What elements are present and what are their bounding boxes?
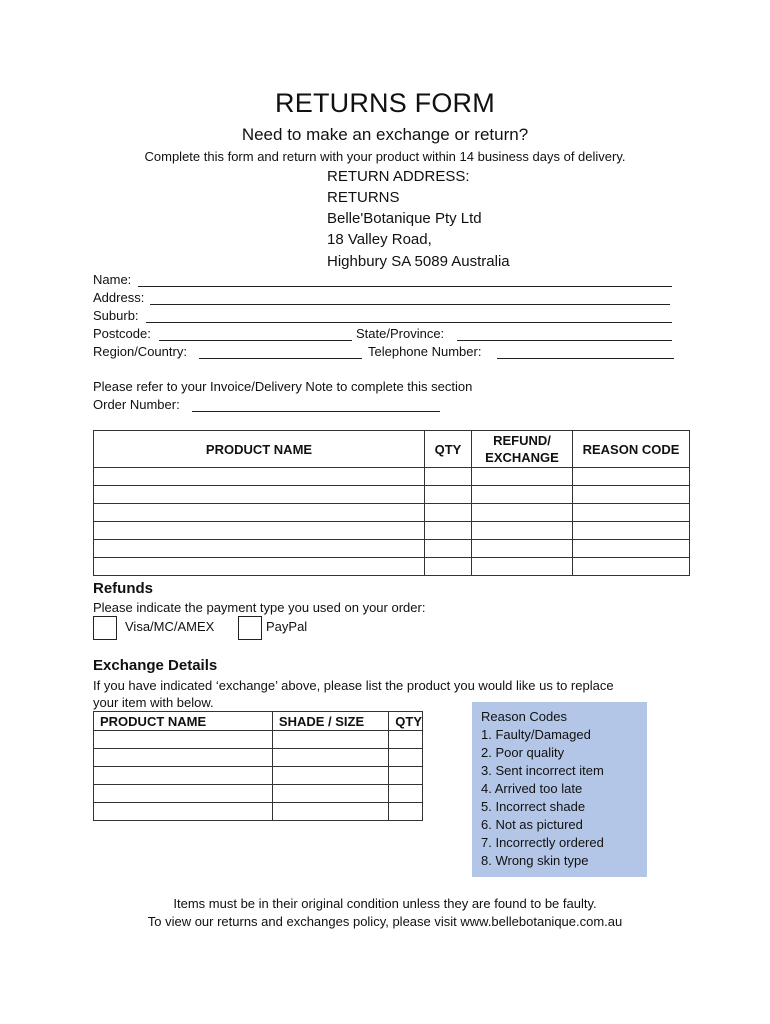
paypal-option-label: PayPal (266, 619, 308, 634)
reason-code-item: 6. Not as pictured (481, 817, 583, 832)
return-address-line: 18 Valley Road, (327, 231, 432, 248)
refund-cell[interactable] (472, 468, 573, 486)
qty-cell[interactable] (425, 486, 472, 504)
footer-policy-link[interactable]: To view our returns and exchanges policy, please visit www.bellebotanique.com.au (147, 914, 623, 929)
col-shade-size: SHADE / SIZE (272, 712, 388, 731)
product-cell[interactable] (94, 468, 425, 486)
reason-code-item: 2. Poor quality (481, 745, 565, 760)
product-cell[interactable] (94, 504, 425, 522)
postcode-field[interactable] (159, 340, 352, 341)
qty-cell[interactable] (425, 558, 472, 576)
region-field[interactable] (199, 358, 362, 359)
col-product-name: PRODUCT NAME (94, 712, 273, 731)
refunds-heading: Refunds (93, 580, 153, 597)
col-qty: QTY (389, 712, 423, 731)
col-exchange-label: EXCHANGE (485, 450, 559, 465)
table-row (94, 486, 690, 504)
refund-cell[interactable] (472, 558, 573, 576)
shade-cell[interactable] (272, 803, 388, 821)
reason-cell[interactable] (573, 486, 690, 504)
refund-cell[interactable] (472, 504, 573, 522)
table-row (94, 558, 690, 576)
qty-cell[interactable] (425, 468, 472, 486)
table-row (94, 540, 690, 558)
reason-code-item: 1. Faulty/Damaged (481, 727, 591, 742)
col-reason-code: REASON CODE (573, 431, 690, 468)
reason-code-item: 4. Arrived too late (481, 781, 583, 796)
product-cell[interactable] (94, 803, 273, 821)
postcode-label: Postcode: (93, 326, 151, 341)
intro-text: Complete this form and return with your product within 14 business days of delivery. (144, 149, 626, 164)
table-header-row (94, 431, 690, 468)
product-cell[interactable] (94, 540, 425, 558)
visa-checkbox[interactable] (93, 616, 117, 640)
product-cell[interactable] (94, 558, 425, 576)
region-label: Region/Country: (93, 344, 187, 359)
table-row (94, 522, 690, 540)
paypal-checkbox[interactable] (238, 616, 262, 640)
reason-code-item: 8. Wrong skin type (481, 853, 589, 868)
visa-option-label: Visa/MC/AMEX (125, 619, 215, 634)
product-cell[interactable] (94, 486, 425, 504)
product-cell[interactable] (94, 731, 273, 749)
reason-cell[interactable] (573, 468, 690, 486)
shade-cell[interactable] (272, 767, 388, 785)
refund-cell[interactable] (472, 522, 573, 540)
col-product-name: PRODUCT NAME (94, 431, 425, 468)
page-subtitle: Need to make an exchange or return? (241, 125, 529, 144)
col-refund-exchange (472, 431, 573, 468)
return-address-line: RETURNS (327, 189, 400, 206)
order-instruction: Please refer to your Invoice/Delivery Note to complete this section (93, 379, 473, 394)
order-number-label: Order Number: (93, 397, 180, 412)
shade-cell[interactable] (272, 785, 388, 803)
table-row (94, 504, 690, 522)
table-header-row (94, 712, 423, 731)
qty-cell[interactable] (389, 767, 423, 785)
qty-cell[interactable] (389, 749, 423, 767)
return-address-heading: RETURN ADDRESS: (327, 168, 470, 185)
product-cell[interactable] (94, 522, 425, 540)
table-row (94, 468, 690, 486)
reason-cell[interactable] (573, 540, 690, 558)
qty-cell[interactable] (389, 731, 423, 749)
shade-cell[interactable] (272, 731, 388, 749)
suburb-label: Suburb: (93, 308, 139, 323)
reason-codes-heading: Reason Codes (481, 709, 567, 724)
returns-table (93, 430, 690, 576)
table-row (94, 749, 423, 767)
refunds-instruction: Please indicate the payment type you used on your order: (93, 600, 426, 615)
qty-cell[interactable] (425, 540, 472, 558)
shade-cell[interactable] (272, 749, 388, 767)
telephone-label: Telephone Number: (368, 344, 482, 359)
qty-cell[interactable] (389, 803, 423, 821)
address-label: Address: (93, 290, 145, 305)
state-label: State/Province: (356, 326, 445, 341)
return-address-line: Belle'Botanique Pty Ltd (327, 210, 482, 227)
state-field[interactable] (457, 340, 672, 341)
page-title: RETURNS FORM (275, 88, 495, 118)
reason-code-item: 7. Incorrectly ordered (481, 835, 604, 850)
exchange-heading: Exchange Details (93, 657, 218, 674)
table-row (94, 731, 423, 749)
product-cell[interactable] (94, 785, 273, 803)
exchange-instruction-2: your item with below. (93, 695, 214, 710)
col-qty: QTY (425, 431, 472, 468)
reason-cell[interactable] (573, 504, 690, 522)
exchange-instruction-1: If you have indicated ‘exchange’ above, please list the product you would like us to replace (93, 678, 614, 693)
reason-codes-box (472, 702, 647, 877)
table-row (94, 803, 423, 821)
col-refund-label: REFUND/ (493, 433, 551, 448)
table-row (94, 767, 423, 785)
reason-code-item: 3. Sent incorrect item (481, 763, 604, 778)
refund-cell[interactable] (472, 486, 573, 504)
suburb-field[interactable] (146, 322, 672, 323)
refund-cell[interactable] (472, 540, 573, 558)
table-row (94, 785, 423, 803)
qty-cell[interactable] (389, 785, 423, 803)
reason-cell[interactable] (573, 522, 690, 540)
reason-cell[interactable] (573, 558, 690, 576)
name-field[interactable] (138, 286, 672, 287)
qty-cell[interactable] (425, 504, 472, 522)
telephone-field[interactable] (497, 358, 674, 359)
qty-cell[interactable] (425, 522, 472, 540)
return-address-line: Highbury SA 5089 Australia (327, 253, 510, 270)
product-cell[interactable] (94, 767, 273, 785)
name-label: Name: (93, 272, 132, 287)
product-cell[interactable] (94, 749, 273, 767)
address-field[interactable] (150, 304, 670, 305)
order-number-field[interactable] (192, 411, 440, 412)
footer-condition-note: Items must be in their original condition unless they are found to be faulty. (173, 896, 597, 911)
exchange-table (93, 711, 423, 821)
reason-code-item: 5. Incorrect shade (481, 799, 586, 814)
